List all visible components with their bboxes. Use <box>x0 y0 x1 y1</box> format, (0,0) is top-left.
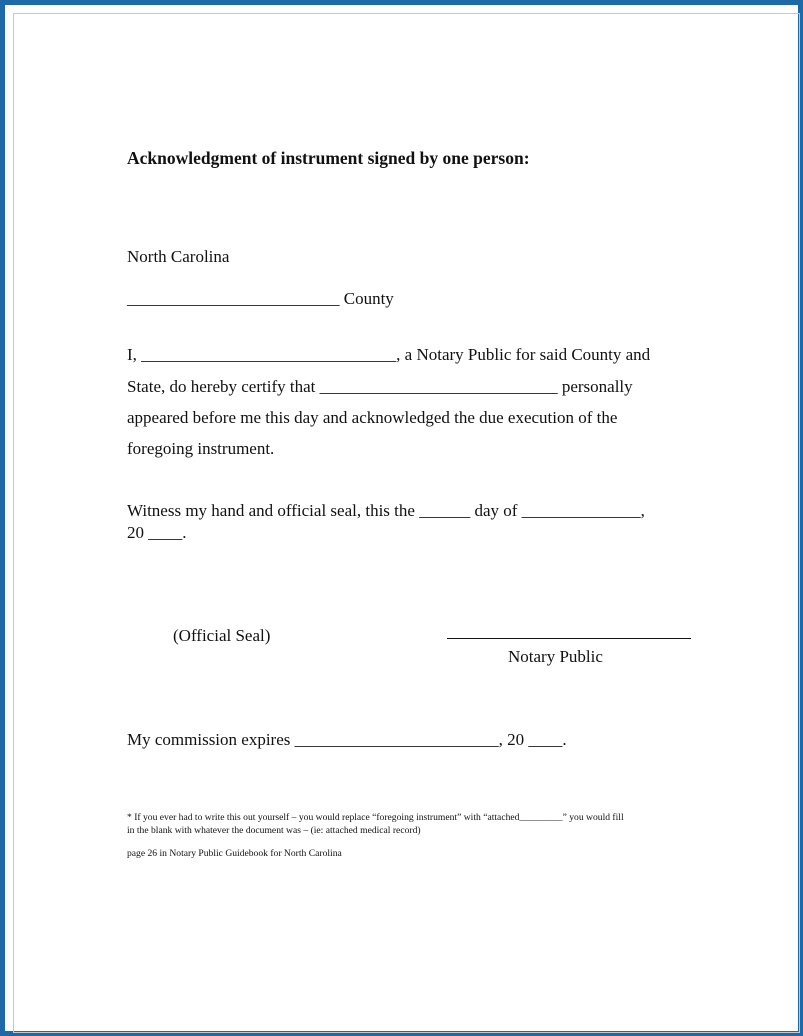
witness-line-1: Witness my hand and official seal, this the ______ day of ______________, <box>127 501 645 520</box>
certification-line-4: foregoing instrument. <box>127 439 275 458</box>
footnote-line-2: in the blank with whatever the document was – (ie: attached medical record) <box>127 825 421 836</box>
signature-line <box>447 638 691 639</box>
certification-line-2: State, do hereby certify that ____________________________ personally <box>127 377 633 396</box>
page-reference: page 26 in Notary Public Guidebook for North Carolina <box>127 848 342 859</box>
state-name: North Carolina <box>127 247 230 266</box>
witness-line-2: 20 ____. <box>127 523 187 542</box>
official-seal-label: (Official Seal) <box>173 626 271 645</box>
commission-expires-line: My commission expires ________________________, 20 ____. <box>127 730 567 749</box>
county-line: _________________________ County <box>127 289 394 308</box>
notary-public-label: Notary Public <box>508 647 603 666</box>
document-title: Acknowledgment of instrument signed by one person: <box>127 148 530 168</box>
footnote-line-1: * If you ever had to write this out yourself – you would replace “foregoing instrument” with “attached_________” you would fill <box>127 812 624 823</box>
certification-line-1: I, ______________________________, a Notary Public for said County and <box>127 345 651 364</box>
certification-line-3: appeared before me this day and acknowledged the due execution of the <box>127 408 618 427</box>
